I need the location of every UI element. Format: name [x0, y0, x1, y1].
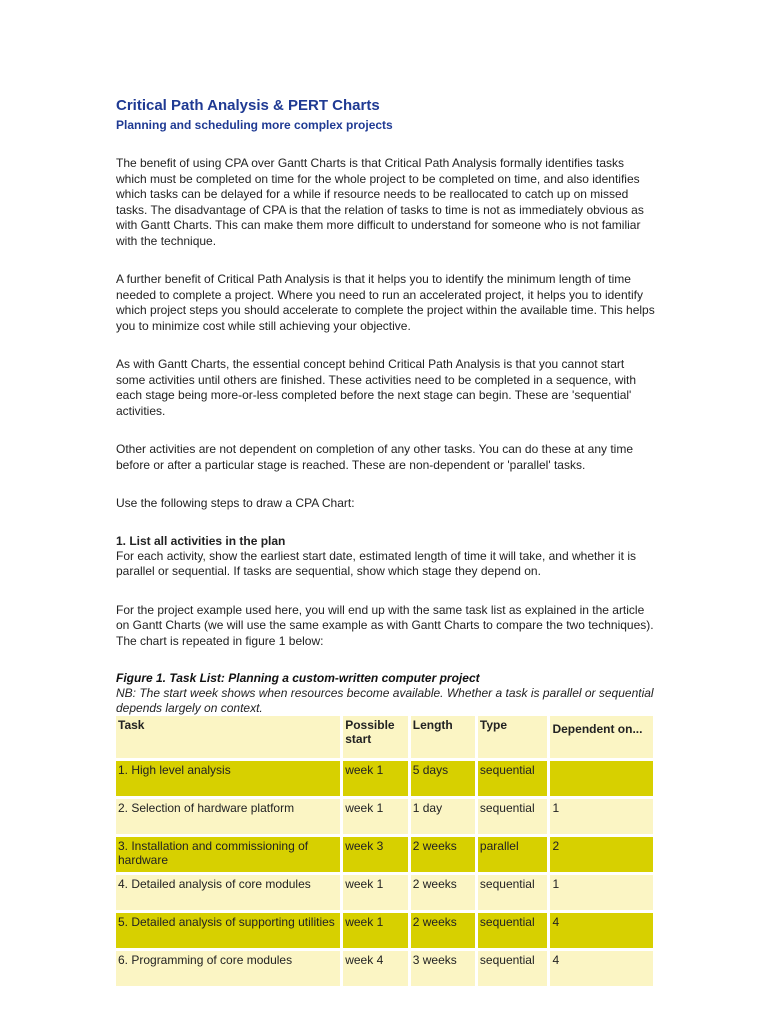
cell-type: sequential	[478, 913, 548, 948]
header-type: Type	[478, 716, 548, 758]
cell-dependent: 4	[550, 951, 653, 986]
table-row	[116, 875, 653, 910]
cell-dependent: 1	[550, 799, 653, 834]
cell-start: week 4	[343, 951, 408, 986]
cell-start: week 1	[343, 799, 408, 834]
step1-heading: 1. List all activities in the plan	[116, 533, 286, 548]
paragraph-steps-intro: Use the following steps to draw a CPA Chart:	[116, 496, 355, 510]
step1-text: For each activity, show the earliest start date, estimated length of time it will take, and whether it is parallel or sequential. If tasks are sequential, show which stage they depend on.	[116, 548, 637, 578]
table-row	[116, 913, 653, 948]
page-title: Critical Path Analysis & PERT Charts	[116, 97, 380, 114]
header-dependent-on	[550, 716, 653, 758]
cell-task: 2. Selection of hardware platform	[116, 799, 340, 834]
figure-title: Figure 1. Task List: Planning a custom-written computer project	[116, 671, 480, 685]
cell-dependent: 4	[550, 913, 653, 948]
cell-task: 5. Detailed analysis of supporting utilities	[116, 913, 340, 948]
table-header-row	[116, 716, 653, 758]
paragraph-parallel: Other activities are not dependent on completion of any other tasks. You can do these at any time before or after a particular stage is reached. These are non-dependent or 'parallel' tasks.	[116, 442, 633, 472]
table-row	[116, 951, 653, 986]
cell-task: 4. Detailed analysis of core modules	[116, 875, 340, 910]
cell-length: 1 day	[411, 799, 475, 834]
cell-length: 5 days	[411, 761, 475, 796]
cell-dependent	[550, 761, 653, 796]
header-possible-start: Possible start	[343, 716, 408, 758]
header-dependent-on-label: Dependent on...	[552, 722, 643, 736]
cell-type: parallel	[478, 837, 548, 872]
paragraph-project-example: For the project example used here, you will end up with the same task list as explained in the article on Gantt Charts (we will use the same example as with Gantt Charts to compare the two techniques). The chart is repeated in figure 1 below:	[116, 602, 654, 648]
cell-type: sequential	[478, 761, 548, 796]
document-page	[116, 96, 656, 986]
cell-dependent: 2	[550, 837, 653, 872]
cell-type: sequential	[478, 799, 548, 834]
table-row	[116, 837, 653, 872]
table-row	[116, 761, 653, 796]
paragraph-sequential: As with Gantt Charts, the essential concept behind Critical Path Analysis is that you cannot start some activities until others are finished. These activities need to be completed in a sequence, with each stage being more-or-less completed before the next stage can begin. These are 'sequential' activities.	[116, 357, 637, 418]
paragraph-cpa-benefit: The benefit of using CPA over Gantt Charts is that Critical Path Analysis formally identifies tasks which must be completed on time for the whole project to be completed on time, and also identifies which tasks can be delayed for a while if resource needs to be reallocated to catch up on missed tasks. The disadvantage of CPA is that the relation of tasks to time is not as immediately obvious as with Gantt Charts. This can make them more difficult to understand for someone who is not familiar with the technique.	[116, 156, 644, 248]
cell-task: 6. Programming of core modules	[116, 951, 340, 986]
cell-type: sequential	[478, 951, 548, 986]
cell-start: week 1	[343, 913, 408, 948]
cell-start: week 3	[343, 837, 408, 872]
cell-start: week 1	[343, 761, 408, 796]
cell-task: 1. High level analysis	[116, 761, 340, 796]
cell-type: sequential	[478, 875, 548, 910]
task-list-table	[113, 716, 656, 986]
header-task: Task	[116, 716, 340, 758]
cell-task: 3. Installation and commissioning of hardware	[116, 837, 340, 872]
header-length: Length	[411, 716, 475, 758]
cell-length: 2 weeks	[411, 875, 475, 910]
cell-dependent: 1	[550, 875, 653, 910]
paragraph-minimum-length: A further benefit of Critical Path Analysis is that it helps you to identify the minimum length of time needed to complete a project. Where you need to run an accelerated project, it helps you to identify which project steps you should accelerate to complete the project within the available time. This helps you to minimize cost while still achieving your objective.	[116, 272, 655, 333]
cell-start: week 1	[343, 875, 408, 910]
page-subtitle: Planning and scheduling more complex projects	[116, 118, 393, 132]
figure-note: NB: The start week shows when resources become available. Whether a task is parallel or sequential depends largely on context.	[116, 686, 654, 715]
cell-length: 3 weeks	[411, 951, 475, 986]
cell-length: 2 weeks	[411, 837, 475, 872]
cell-length: 2 weeks	[411, 913, 475, 948]
table-row	[116, 799, 653, 834]
